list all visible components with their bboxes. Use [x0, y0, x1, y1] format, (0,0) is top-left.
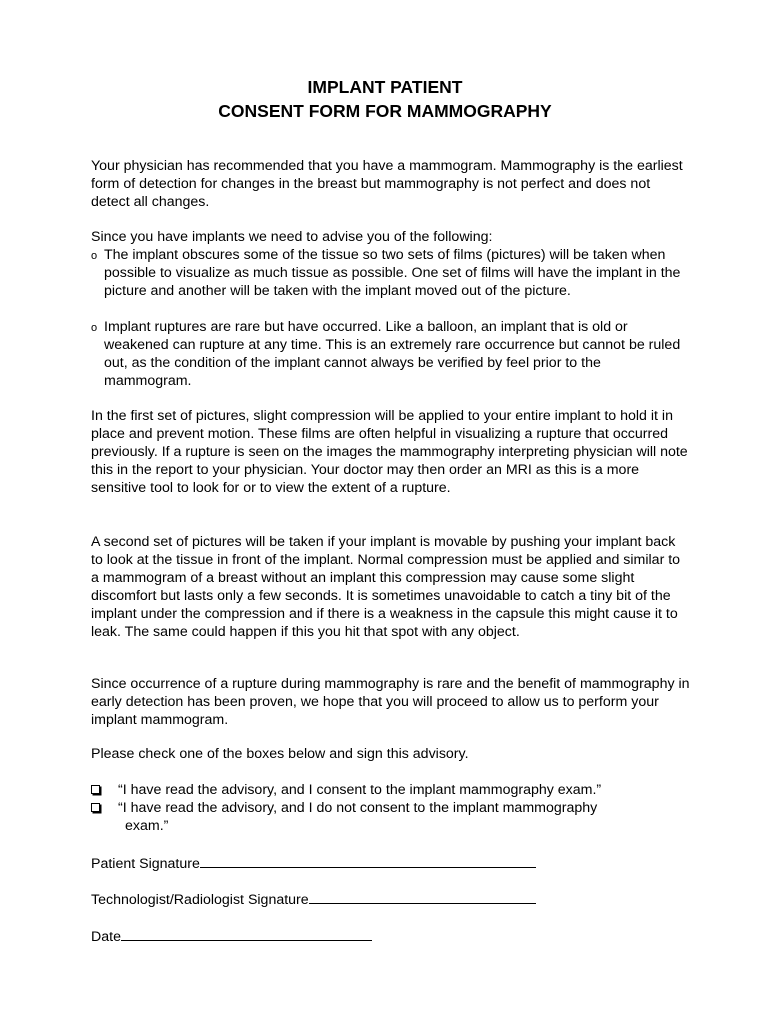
instruction-text: Please check one of the boxes below and sign this advisory.	[91, 746, 469, 762]
advise-lead-text: Since you have implants we need to advise you of the following:	[91, 229, 493, 245]
second-set-paragraph: A second set of pictures will be taken if your implant is movable by pushing your implant back to look at the tissue in front of the implant. Normal compression must be applied and similar to a mammogram of a breast without an implant this compression may cause some slight discomfort but lasts only a few seconds. It is sometimes unavoidable to catch a tiny bit of the implant under the compression and if there is a weakness in the capsule this might cause it to leak. The same could happen if this you hit that spot with any object.	[91, 534, 681, 640]
no-consent-checkbox[interactable]	[91, 803, 100, 812]
no-consent-option-label-cont: exam.”	[125, 817, 169, 834]
no-consent-option-label: “I have read the advisory, and I do not consent to the implant mammography	[118, 800, 598, 816]
patient-signature-label: Patient Signature	[91, 856, 200, 872]
technologist-signature-line[interactable]	[309, 890, 536, 904]
hollow-bullet-icon: o	[91, 250, 98, 262]
consent-option	[91, 782, 691, 800]
patient-signature-row	[91, 854, 536, 874]
technologist-signature-row	[91, 890, 536, 910]
bullet-item	[91, 247, 691, 301]
date-label: Date	[91, 929, 121, 945]
since-paragraph: Since occurrence of a rupture during mammography is rare and the benefit of mammography in early detection has been proven, we hope that you will proceed to allow us to perform your implant mammogram.	[91, 676, 690, 728]
consent-option-label: “I have read the advisory, and I consent to the implant mammography exam.”	[118, 782, 602, 798]
patient-signature-line[interactable]	[200, 854, 536, 868]
consent-checkbox[interactable]	[91, 785, 100, 794]
form-title-line-1: IMPLANT PATIENT	[307, 77, 463, 97]
first-set-paragraph: In the first set of pictures, slight compression will be applied to your entire implant to hold it in place and prevent motion. These films are often helpful in visualizing a rupture that occurred previously. If a rupture is seen on the images the mammography interpreting physician will note this in the report to your physician. Your doctor may then order an MRI as this is a more sensitive tool to look for or to view the extent of a rupture.	[91, 408, 688, 496]
bullet-text: The implant obscures some of the tissue so two sets of films (pictures) will be taken when possible to visualize as much tissue as possible. One set of films will have the implant in the picture and another will be taken with the implant moved out of the picture.	[104, 247, 681, 299]
intro-paragraph: Your physician has recommended that you have a mammogram. Mammography is the earliest form of detection for changes in the breast but mammography is not perfect and does not detect all changes.	[91, 158, 683, 210]
hollow-bullet-icon: o	[91, 322, 98, 334]
bullet-item	[91, 319, 691, 391]
no-consent-option	[91, 800, 691, 836]
form-title-line-2: CONSENT FORM FOR MAMMOGRAPHY	[218, 101, 552, 121]
bullet-text: Implant ruptures are rare but have occurred. Like a balloon, an implant that is old or weakened can rupture at any time. This is an extremely rare occurrence but cannot be ruled out, as the condition of the implant cannot always be verified by feel prior to the mammogram.	[104, 319, 681, 389]
date-line[interactable]	[121, 927, 372, 941]
date-row	[91, 927, 372, 947]
technologist-signature-label: Technologist/Radiologist Signature	[91, 892, 309, 908]
